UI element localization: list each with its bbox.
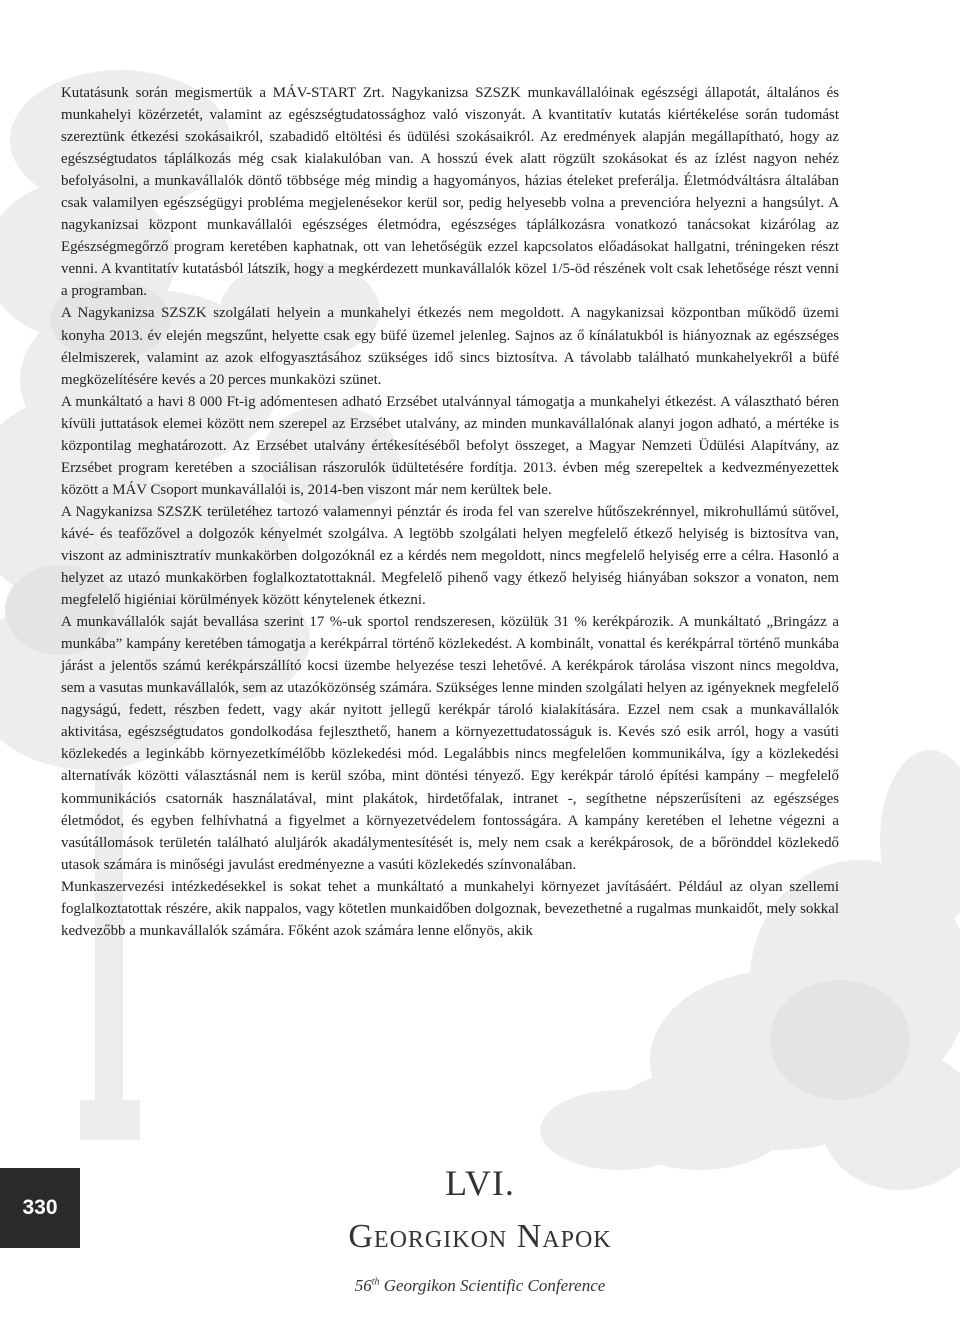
page-number: 330 (0, 1168, 80, 1248)
subtitle-text: Georgikon Scientific Conference (379, 1276, 606, 1295)
conference-name: Georgikon Napok (348, 1218, 612, 1255)
conference-number: LVI. (445, 1163, 515, 1203)
paragraph: A munkavállalók saját bevallása szerint 17 %-uk sportol rendszeresen, közülük 31 % kerékpározik. A munkáltató „Bringázz a munkába” kampány keretében támogatja a kerékpárral történő közlekedést. A kombinált, vonattal és kerékpárral történő munkába járást a jelentős számú kerékpárszállító kocsi üzembe helyezése teszi lehetővé. A kerékpárok tárolása viszont nincs megoldva, sem a vasutas munkavállalók, sem az utazóközönség számára. Szükséges lenne minden szolgálati helyen az igényeknek megfelelő nagyságú, fedett, részben fedett, vagy akár nyitott jellegű kerékpár tároló kialakítására. Ezzel nem csak a munkavállalók aktivitása, egészségtudatos gondolkodása fejleszthető, hanem a környezettudatosságuk is. Kevés szó esik arról, hogy a vasúti közlekedés a leginkább környezetkímélőbb közlekedési mód. Legalábbis nincs megfelelően kommunikálva, így a közlekedési alternatívák közötti választásnál nem is kerül szóba, mint döntési tényező. Egy kerékpár tároló építési kampány – megfelelő kommunikációs csatornák használatával, mint plakátok, hirdetőfalak, intranet -, segíthetne népszerűsíteni az egészséges életmódot, és egyben felhívhatná a figyelmet a környezetvédelem fontosságára. A kampány keretében el lehetne végezni a vasútállomások területén található aluljárók akadálymentesítését is, mely nem csak a kerékpárosok, de a bőrönddel közlekedő utasok számára is minőségi javulást eredményezne a vasúti közlekedés színvonalában. (61, 614, 839, 873)
paragraph: A Nagykanizsa SZSZK területéhez tartozó valamennyi pénztár és iroda fel van szerelve hűtőszekrénnyel, mikrohullámú sütővel, kávé- és teafőzővel a dolgozók kényelmét szolgálva. A legtöbb szolgálati helyen megfelelő étkező helyiség is biztosítva van, viszont az adminisztratív munkakörben dolgozóknál ez a kérdés nem megoldott, nincs megfelelő helyiség erre a célra. Hasonló a helyzet az utazó munkakörben foglalkoztatottaknál. Megfelelő pihenő vagy étkező helyiség hiányában sokszor a vonaton, nem megfelelő higiéniai körülmények között kénytelenek étkezni. (61, 503, 839, 609)
paragraph: Kutatásunk során megismertük a MÁV-START Zrt. Nagykanizsa SZSZK munkavállalóinak egészségi állapotát, általános és munkahelyi közérzetét, valamint az egészségtudatossághoz való viszonyát. A kvantitatív kutatás kiértékelése során tudomást szereztünk étkezési szokásaikról, szabadidő eltöltési és üdülési szokásaikról. Az eredmények alapján megállapítható, hogy az egészségtudatos táplálkozás még csak kialakulóban van. A hosszú évek alatt rögzült szokásokat és az ízlést nagyon nehéz befolyásolni, a munkavállalók döntő többsége még mindig a hagyományos, házias ételeket preferálja. Életmódváltásra általában csak valamilyen egészségügyi probléma megjelenésekor kerül sor, pedig helyesebb volna a prevencióra helyezni a hangsúlyt. A nagykanizsai központ munkavállalói egészséges életmódra, egészséges táplálkozásra vonatkozó tanácsokat kizárólag az Egészségmegőrző program keretében kaphatnak, ott van lehetőségük ezzel kapcsolatos előadásokat hallgatni, tréningeken részt venni. A kvantitatív kutatásból látszik, hogy a megkérdezett munkavállalók közel 1/5-öd részének volt csak lehetősége részt venni a programban. (61, 85, 839, 300)
subtitle-ordinal: th (371, 1276, 380, 1288)
paragraph: A Nagykanizsa SZSZK szolgálati helyein a munkahelyi étkezés nem megoldott. A nagykanizsai központban működő üzemi konyha 2013. év elején megszűnt, helyette csak egy büfé üzemel jelenleg. Sajnos az ő kínálatukból is hiányoznak az egészséges élelmiszerek, valamint az azok elfogyasztásához szükséges idő sincs biztosítva. A távolabb található munkahelyekről a büfé megközelítésére kevés a 20 perces munkaközi szünet. (61, 305, 839, 388)
paragraph: Munkaszervezési intézkedésekkel is sokat tehet a munkáltató a munkahelyi környezet javításáért. Például az olyan szellemi foglalkoztatottak részére, akik nappalos, vagy kötetlen munkaidőben dolgoznak, bevezethetné a rugalmas munkaidőt, mely sokkal kedvezőbb a munkavállalók számára. Főként azok számára lenne előnyös, akik (61, 878, 839, 939)
paragraph: A munkáltató a havi 8 000 Ft-ig adómentesen adható Erzsébet utalvánnyal támogatja a munkahelyi étkezést. A választható béren kívüli juttatások elemei között nem szerepel az Erzsébet utalvány, az minden munkavállalónak alanyi jogon adható, a mértéke is központilag meghatározott. Az Erzsébet utalvány értékesítéséből befolyt összeget, a Magyar Nemzeti Üdülési Alapítvány, az Erzsébet program keretében a szociálisan rászorulók üdültetésére fordítja. 2013. évben még szerepeltek a kedvezményezettek között a MÁV Csoport munkavállalói is, 2014-ben viszont már nem kerültek bele. (61, 393, 839, 498)
page-footer (0, 1140, 960, 1336)
body-text (61, 82, 839, 942)
subtitle-number: 56 (354, 1276, 372, 1295)
